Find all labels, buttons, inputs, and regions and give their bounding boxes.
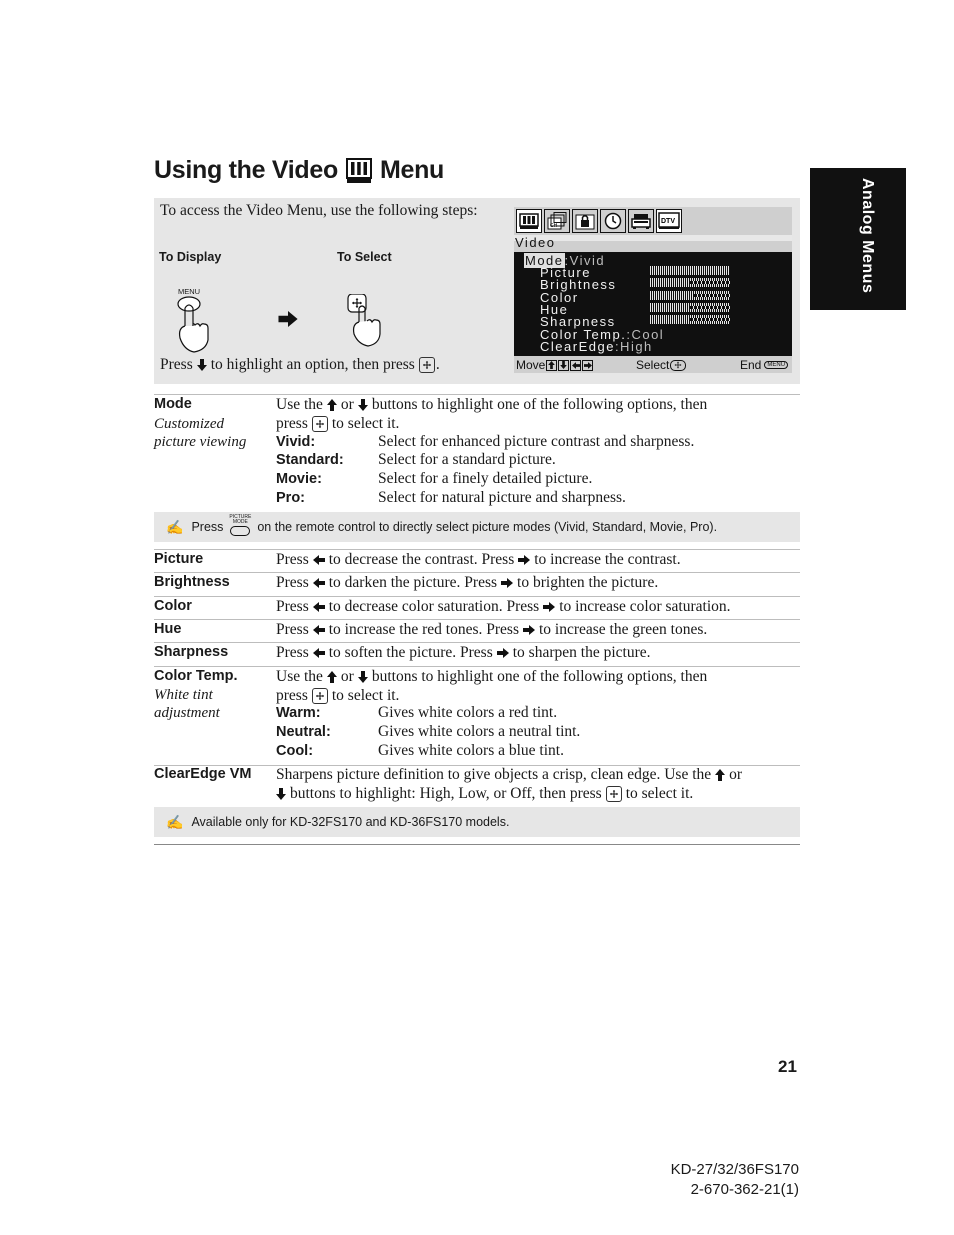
osd-select-hint: Select	[636, 358, 686, 372]
osd-end-hint: End MENU	[740, 358, 788, 372]
arrow-down-icon	[197, 359, 207, 371]
arrow-left-icon	[313, 578, 325, 588]
arrow-up-icon	[327, 671, 337, 683]
osd-item-brightness: Brightness	[540, 277, 617, 292]
term-mode-sub2: picture viewing	[154, 434, 247, 450]
term-color: Color	[154, 598, 192, 614]
brightness-desc: Press to darken the picture. Press to brighten the picture.	[276, 574, 659, 591]
option-standard-desc: Select for a standard picture.	[378, 451, 556, 468]
osd-mode-row: Mode:Vivid	[525, 253, 606, 268]
access-intro: To access the Video Menu, use the following steps:	[160, 202, 478, 219]
option-pro-label: Pro:	[276, 490, 305, 506]
arrow-left-icon	[313, 602, 325, 612]
option-pro-desc: Select for natural picture and sharpness.	[378, 489, 626, 506]
term-color-temp-sub1: White tint	[154, 687, 213, 703]
option-standard-label: Standard:	[276, 452, 344, 468]
press-instruction: Press to highlight an option, then press .	[160, 356, 440, 373]
osd-dtv-text: DTV	[661, 218, 675, 225]
arrow-down-icon	[358, 399, 368, 411]
term-color-temp-sub2: adjustment	[154, 705, 220, 721]
color-desc: Press to decrease color saturation. Press to increase color saturation.	[276, 598, 731, 615]
osd-clearedge-row: ClearEdge:High	[540, 339, 653, 354]
option-vivid-desc: Select for enhanced picture contrast and sharpness.	[378, 433, 695, 450]
osd-move-hint: Move	[516, 358, 593, 372]
enter-button-icon	[312, 688, 328, 704]
option-vivid-label: Vivid:	[276, 434, 316, 450]
arrow-right-icon	[278, 311, 298, 327]
option-cool-desc: Gives white colors a blue tint.	[378, 742, 564, 759]
clearedge-desc-line2: buttons to highlight: High, Low, or Off, then press to select it.	[276, 784, 693, 803]
arrow-right-icon	[543, 602, 555, 612]
osd-color-temp-row: Color Temp.:Cool	[540, 327, 665, 342]
option-neutral-desc: Gives white colors a neutral tint.	[378, 723, 581, 740]
arrow-left-icon	[313, 625, 325, 635]
osd-timer-icon	[600, 209, 626, 233]
arrow-right-icon	[497, 648, 509, 658]
option-movie-desc: Select for a finely detailed picture.	[378, 470, 593, 487]
title-text-after: Menu	[379, 156, 445, 184]
option-warm-desc: Gives white colors a red tint.	[378, 704, 558, 721]
menu-key-icon: MENU	[764, 361, 788, 369]
hue-desc: Press to increase the red tones. Press to increase the green tones.	[276, 621, 708, 638]
osd-video-icon	[516, 209, 542, 233]
term-color-temp: Color Temp.	[154, 668, 238, 684]
menu-button-label: MENU	[178, 287, 201, 296]
osd-item-sharpness: Sharpness	[540, 314, 616, 329]
option-neutral-label: Neutral:	[276, 724, 331, 740]
picture-mode-button-icon: PICTURE MODE	[229, 515, 251, 536]
osd-item-color: Color	[540, 290, 579, 305]
to-display-label: To Display	[159, 250, 222, 264]
on-screen-menu	[514, 207, 792, 373]
enter-button-icon	[419, 357, 435, 373]
term-hue: Hue	[154, 621, 182, 637]
arrow-left-icon	[313, 648, 325, 658]
arrow-up-icon	[327, 399, 337, 411]
term-picture: Picture	[154, 551, 204, 567]
osd-level-bar	[650, 315, 730, 324]
part-number: 2-670-362-21(1)	[690, 1181, 799, 1198]
clearedge-desc-line1: Sharpens picture definition to give objects a crisp, clean edge. Use the or	[276, 766, 743, 783]
osd-icon-bar	[516, 209, 682, 233]
osd-level-bar	[650, 291, 730, 300]
enter-button-icon	[606, 786, 622, 802]
arrow-right-icon	[518, 555, 530, 565]
option-warm-label: Warm:	[276, 705, 321, 721]
model-number: KD-27/32/36FS170	[670, 1161, 799, 1178]
picture-desc: Press to decrease the contrast. Press to increase the contrast.	[276, 551, 681, 568]
arrow-right-icon	[501, 578, 513, 588]
osd-level-bar	[650, 266, 730, 275]
note-pen-icon: ✍	[166, 813, 184, 830]
osd-body	[514, 252, 792, 356]
enter-button-icon	[312, 416, 328, 432]
term-mode: Mode	[154, 396, 192, 412]
arrow-right-icon	[523, 625, 535, 635]
title-text-before: Using the Video	[154, 156, 338, 184]
page-number: 21	[778, 1057, 797, 1076]
page-title	[154, 156, 444, 185]
option-cool-label: Cool:	[276, 743, 314, 759]
osd-footer	[514, 357, 792, 373]
mode-desc-line1: Use the or buttons to highlight one of the following options, then	[276, 396, 708, 413]
osd-parent-lock-icon	[572, 209, 598, 233]
right-key-icon	[582, 360, 593, 371]
osd-item-hue: Hue	[540, 302, 569, 317]
color-temp-desc-line1: Use the or buttons to highlight one of the following options, then	[276, 668, 708, 685]
osd-level-bar	[650, 303, 730, 312]
select-button-hand-icon	[346, 294, 386, 355]
osd-dtv-icon	[656, 209, 682, 233]
term-sharpness: Sharpness	[154, 644, 229, 660]
color-temp-desc-line2: press to select it.	[276, 687, 400, 704]
arrow-down-icon	[276, 788, 286, 800]
mode-desc-line2: press to select it.	[276, 415, 400, 432]
option-movie-label: Movie:	[276, 471, 322, 487]
osd-level-bar	[650, 278, 730, 287]
up-key-icon	[546, 360, 557, 371]
video-menu-icon	[346, 158, 372, 184]
section-tab	[810, 168, 906, 310]
down-key-icon	[558, 360, 569, 371]
arrow-down-icon	[358, 671, 368, 683]
osd-ch-text: CH	[550, 223, 558, 229]
note-pen-icon: ✍	[166, 518, 184, 535]
arrow-left-icon	[313, 555, 325, 565]
osd-item-picture: Picture	[540, 265, 591, 280]
sharpness-desc: Press to soften the picture. Press to sharpen the picture.	[276, 644, 651, 661]
osd-setup-icon	[628, 209, 654, 233]
term-brightness: Brightness	[154, 574, 230, 590]
osd-title: Video	[515, 235, 556, 250]
term-clearedge: ClearEdge VM	[154, 766, 252, 782]
arrow-up-icon	[715, 769, 725, 781]
note-picture-mode: ✍ Press PICTURE MODE on the remote control to directly select picture modes (Vivid, Standard, Movie, Pro).	[154, 512, 800, 542]
left-key-icon	[570, 360, 581, 371]
osd-channel-icon	[544, 209, 570, 233]
enter-key-icon	[670, 360, 686, 371]
term-mode-sub1: Customized	[154, 416, 225, 432]
section-tab-label: Analog Menus	[859, 178, 876, 294]
to-select-label: To Select	[337, 250, 392, 264]
note-model-availability: ✍ Available only for KD-32FS170 and KD-36FS170 models.	[154, 807, 800, 837]
